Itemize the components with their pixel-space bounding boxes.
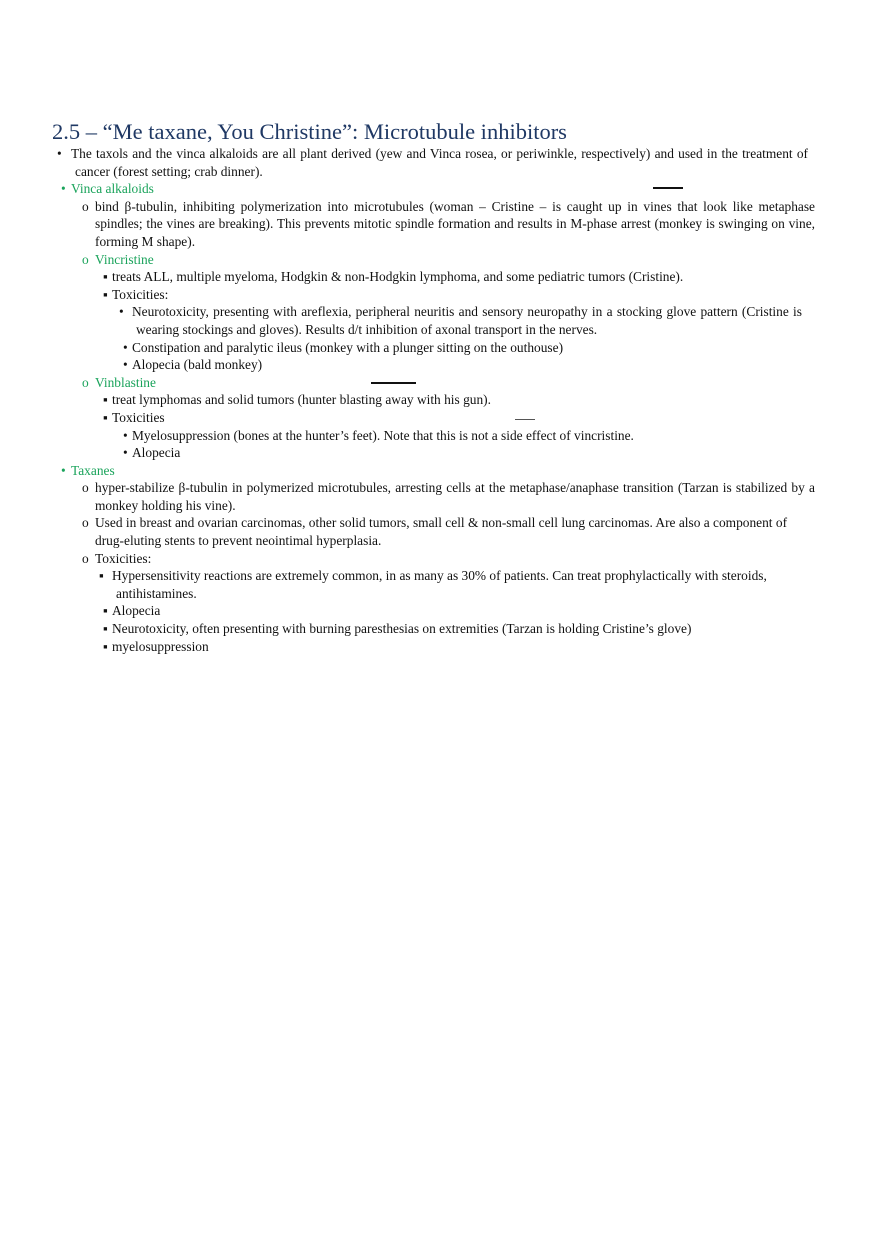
taxanes-mechanism: hyper-stabilize β-tubulin in polymerized microtubules, arresting cells at the metaphase/anaphase transition (Tarzan is stabilized by a monkey holding his vine). [95, 480, 815, 513]
square-marker: ▪ [99, 568, 104, 584]
vincristine-tox-item: Neurotoxicity, presenting with areflexia, peripheral neuritis and sensory neuropathy in a stocking glove pattern (Cristine is wearing stockings and gloves). Results d/t inhibition of axonal transport in the nerves. [132, 304, 802, 337]
circle-marker: o [82, 480, 89, 496]
taxanes-tox-item: Hypersensitivity reactions are extremely common, in as many as 30% of patients. Can treat prophylactically with steroids, antihistamines. [112, 568, 767, 601]
bullet-marker: • [123, 339, 128, 355]
circle-marker: o [82, 251, 89, 267]
taxanes-heading: Taxanes [71, 462, 115, 478]
list-item [103, 620, 815, 638]
list-item [119, 303, 802, 338]
bullet-marker: • [61, 181, 66, 197]
vincristine-use: treats ALL, multiple myeloma, Hodgkin & non-Hodgkin lymphoma, and some pediatric tumors (Cristine). [112, 269, 684, 285]
list-item [61, 462, 804, 480]
list-item [123, 427, 798, 445]
list-item [82, 251, 815, 269]
bullet-marker: • [123, 427, 128, 443]
document-body [0, 145, 880, 655]
intro-text: The taxols and the vinca alkaloids are all plant derived (yew and Vinca rosea, or periwinkle, respectively) and used in the treatment of cancer (forest setting; crab dinner). [71, 146, 808, 179]
list-item [82, 479, 815, 514]
vinblastine-tox-label: Toxicities [112, 409, 165, 425]
list-item [103, 638, 815, 656]
vinca-mechanism: bind β-tubulin, inhibiting polymerization into microtubules (woman – Cristine – is caught up in vines that look like metaphase spindles; the vines are breaking). This prevents mitotic spindle formation and results in M-phase arrest (monkey is swinging on vine, forming M shape). [95, 198, 815, 249]
vinblastine-heading: Vinblastine [95, 374, 156, 390]
vinblastine-use: treat lymphomas and solid tumors (hunter blasting away with his gun). [112, 392, 491, 408]
list-item [99, 567, 819, 602]
list-item [103, 409, 815, 427]
list-item [123, 356, 798, 374]
vincristine-tox-item: Constipation and paralytic ileus (monkey with a plunger sitting on the outhouse) [132, 339, 564, 355]
list-item [82, 550, 815, 568]
list-item [82, 514, 815, 549]
square-marker: ▪ [103, 269, 108, 285]
list-item [103, 391, 815, 409]
list-item [123, 444, 798, 462]
bullet-marker: • [123, 357, 128, 373]
vincristine-heading: Vincristine [95, 251, 154, 267]
bullet-marker: • [61, 462, 66, 478]
vinblastine-tox-item: Alopecia [132, 445, 181, 461]
bullet-marker: • [123, 445, 128, 461]
bullet-marker: • [57, 146, 62, 161]
bullet-marker: • [119, 304, 124, 320]
list-item [61, 180, 804, 198]
circle-marker: o [82, 550, 89, 566]
list-item [103, 268, 815, 286]
square-marker: ▪ [103, 409, 108, 425]
square-marker: ▪ [103, 603, 108, 619]
vinblastine-tox-item: Myelosuppression (bones at the hunter’s feet). Note that this is not a side effect of vincristine. [132, 427, 634, 443]
circle-marker: o [82, 374, 89, 390]
vinca-heading: Vinca alkaloids [71, 181, 154, 197]
list-item [123, 339, 798, 357]
list-item [103, 286, 815, 304]
taxanes-tox-label: Toxicities: [95, 550, 152, 566]
circle-marker: o [82, 515, 89, 531]
taxanes-tox-item: Neurotoxicity, often presenting with burning paresthesias on extremities (Tarzan is holding Cristine’s glove) [112, 621, 692, 637]
section-heading: 2.5 – “Me taxane, You Christine”: Microtubule inhibitors [52, 119, 567, 144]
list-item [82, 198, 815, 251]
square-marker: ▪ [103, 286, 108, 302]
taxanes-tox-item: Alopecia [112, 603, 161, 619]
list-item [82, 374, 815, 392]
list-item [57, 145, 808, 180]
taxanes-tox-item: myelosuppression [112, 638, 209, 654]
square-marker: ▪ [103, 392, 108, 408]
square-marker: ▪ [103, 638, 108, 654]
taxanes-uses: Used in breast and ovarian carcinomas, other solid tumors, small cell & non-small cell lung carcinomas. Are also a component of drug-eluting stents to prevent neointimal hyperplasia. [95, 515, 788, 549]
vincristine-tox-label: Toxicities: [112, 286, 169, 302]
square-marker: ▪ [103, 621, 108, 637]
list-item [103, 602, 815, 620]
vincristine-tox-item: Alopecia (bald monkey) [132, 357, 263, 373]
circle-marker: o [82, 198, 89, 214]
